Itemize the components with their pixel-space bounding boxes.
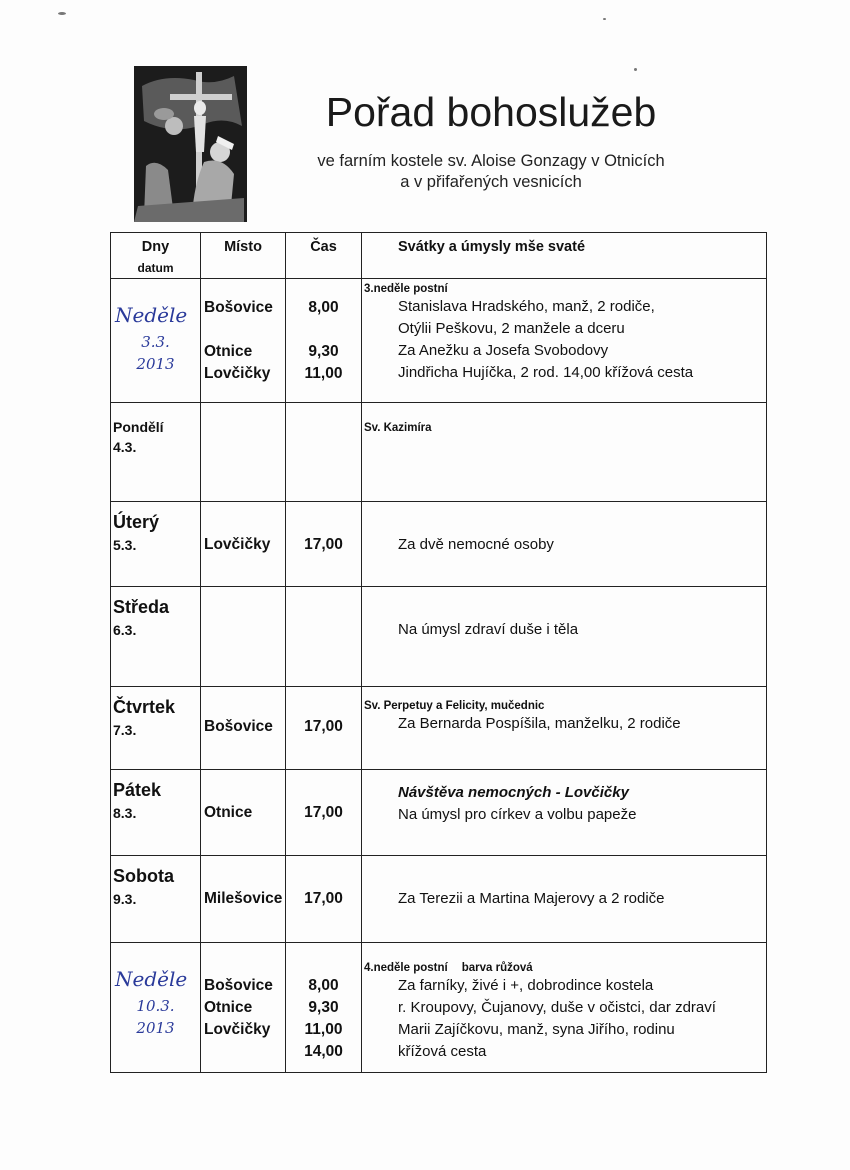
time-cell <box>286 687 362 770</box>
day-cell <box>111 403 201 502</box>
time: 9,30 <box>308 343 339 360</box>
feast-name: 4.neděle postní <box>364 962 448 974</box>
subtitle-line: ve farním kostele sv. Aloise Gonzagy v Otnicích <box>317 152 665 170</box>
subtitle-line: a v přifařených vesnicích <box>400 173 582 191</box>
day-date: 8.3. <box>113 805 137 821</box>
handwritten-year: 2013 <box>136 355 175 373</box>
handwritten-date-num: 10.3. <box>136 997 175 1015</box>
intention: Za Terezii a Martina Majerovy a 2 rodiče <box>398 890 665 907</box>
intention: Za Bernarda Pospíšila, manželku, 2 rodiče <box>398 715 681 732</box>
header-dny-label: Dny <box>141 239 170 255</box>
day-date: 9.3. <box>113 891 137 907</box>
table-header-row <box>111 233 767 279</box>
table-row <box>111 943 767 1073</box>
place: Bošovice <box>204 718 273 735</box>
intention: Jindřicha Hujíčka, 2 rod. 14,00 křížová cesta <box>398 364 694 381</box>
time: 17,00 <box>304 536 343 553</box>
day-name: Úterý <box>113 512 160 532</box>
crucifixion-image <box>134 66 247 222</box>
intention: Na úmysl zdraví duše i těla <box>398 621 579 638</box>
handwritten-year: 2013 <box>136 1019 175 1037</box>
time <box>286 319 361 341</box>
feast-label <box>364 961 766 975</box>
table-row <box>111 587 767 687</box>
table-row <box>111 279 767 403</box>
intention: Stanislava Hradského, manž, 2 rodiče, <box>398 298 655 315</box>
time: 8,00 <box>308 299 339 316</box>
place-cell <box>201 770 286 856</box>
day-name: Středa <box>113 597 170 617</box>
day-name: Pátek <box>113 780 162 800</box>
header-dny <box>111 233 201 279</box>
scan-speck <box>634 68 637 71</box>
day-cell <box>111 770 201 856</box>
day-cell <box>111 856 201 943</box>
time: 17,00 <box>304 890 343 907</box>
table-row <box>111 770 767 856</box>
place: Otnice <box>204 804 253 821</box>
place: Bošovice <box>204 977 273 994</box>
feast-label: 3.neděle postní <box>364 283 448 295</box>
intention-cell <box>362 403 767 502</box>
place-cell <box>201 403 286 502</box>
table-row <box>111 403 767 502</box>
day-date: 7.3. <box>113 722 137 738</box>
place-cell <box>201 502 286 587</box>
intention: Na úmysl pro církev a volbu papeže <box>398 806 637 823</box>
liturgical-color: barva růžová <box>461 962 533 974</box>
header-svatky: Svátky a úmysly mše svaté <box>362 233 767 279</box>
day-name: Čtvrtek <box>113 697 176 717</box>
scan-speck <box>58 12 66 15</box>
time: 17,00 <box>304 718 343 735</box>
intention: křížová cesta <box>398 1043 487 1060</box>
handwritten-day: Neděle <box>115 967 188 991</box>
intention-cell <box>362 502 767 587</box>
day-date: 4.3. <box>113 439 137 455</box>
place: Lovčičky <box>204 536 271 553</box>
place: Otnice <box>204 343 253 360</box>
intention: Marii Zajíčkovu, manž, syna Jiřího, rodinu <box>398 1021 675 1038</box>
header-misto: Místo <box>201 233 286 279</box>
time-cell <box>286 403 362 502</box>
intention-cell <box>362 687 767 770</box>
place-cell <box>201 587 286 687</box>
handwritten-date-num: 3.3. <box>141 333 170 351</box>
table-row <box>111 856 767 943</box>
place: Otnice <box>204 999 253 1016</box>
feast-label: Sv. Kazimíra <box>364 422 432 434</box>
day-cell <box>111 587 201 687</box>
intention: Otýlii Peškovu, 2 manžele a dceru <box>398 320 625 337</box>
schedule-table <box>110 232 767 1073</box>
day-date: 5.3. <box>113 537 137 553</box>
intention: Za farníky, živé i +, dobrodince kostela <box>398 977 654 994</box>
header-datum-label: datum <box>137 261 174 275</box>
intention: Za dvě nemocné osoby <box>398 536 554 553</box>
time-cell <box>286 279 362 403</box>
day-cell <box>111 502 201 587</box>
place <box>201 319 285 341</box>
header-cas: Čas <box>286 233 362 279</box>
intention-cell <box>362 856 767 943</box>
page-title: Pořad bohoslužeb <box>325 89 657 135</box>
place-cell <box>201 943 286 1073</box>
time-cell <box>286 856 362 943</box>
time: 17,00 <box>304 804 343 821</box>
time: 8,00 <box>308 977 339 994</box>
feast-label: Sv. Perpetuy a Felicity, mučednic <box>364 700 545 712</box>
place: Bošovice <box>204 299 273 316</box>
handwritten-date <box>111 943 201 1073</box>
day-date: 6.3. <box>113 622 137 638</box>
intention-cell <box>362 587 767 687</box>
time-cell <box>286 943 362 1073</box>
day-cell <box>111 687 201 770</box>
visit-note: Návštěva nemocných - Lovčičky <box>398 784 629 801</box>
table-row <box>111 502 767 587</box>
time-cell <box>286 587 362 687</box>
place-cell <box>201 687 286 770</box>
table-row <box>111 687 767 770</box>
place: Lovčičky <box>204 365 271 382</box>
day-name: Pondělí <box>113 419 164 435</box>
place-cell <box>201 279 286 403</box>
handwritten-day: Neděle <box>115 303 188 327</box>
intention-cell <box>362 279 767 403</box>
day-name: Sobota <box>113 866 174 886</box>
time-cell <box>286 502 362 587</box>
time: 9,30 <box>308 999 339 1016</box>
time-cell <box>286 770 362 856</box>
scan-speck <box>603 18 606 20</box>
handwritten-date <box>111 279 201 403</box>
intention-cell <box>362 943 767 1073</box>
time: 14,00 <box>304 1043 343 1060</box>
place: Lovčičky <box>204 1021 271 1038</box>
intention-cell <box>362 770 767 856</box>
time: 11,00 <box>304 1021 343 1038</box>
intention: r. Kroupovy, Čujanovy, duše v očistci, dar zdraví <box>398 999 716 1016</box>
intention: Za Anežku a Josefa Svobodovy <box>398 342 609 359</box>
crucifixion-engraving-icon <box>134 66 247 222</box>
time: 11,00 <box>304 365 343 382</box>
place: Milešovice <box>204 890 283 907</box>
place-cell <box>201 856 286 943</box>
